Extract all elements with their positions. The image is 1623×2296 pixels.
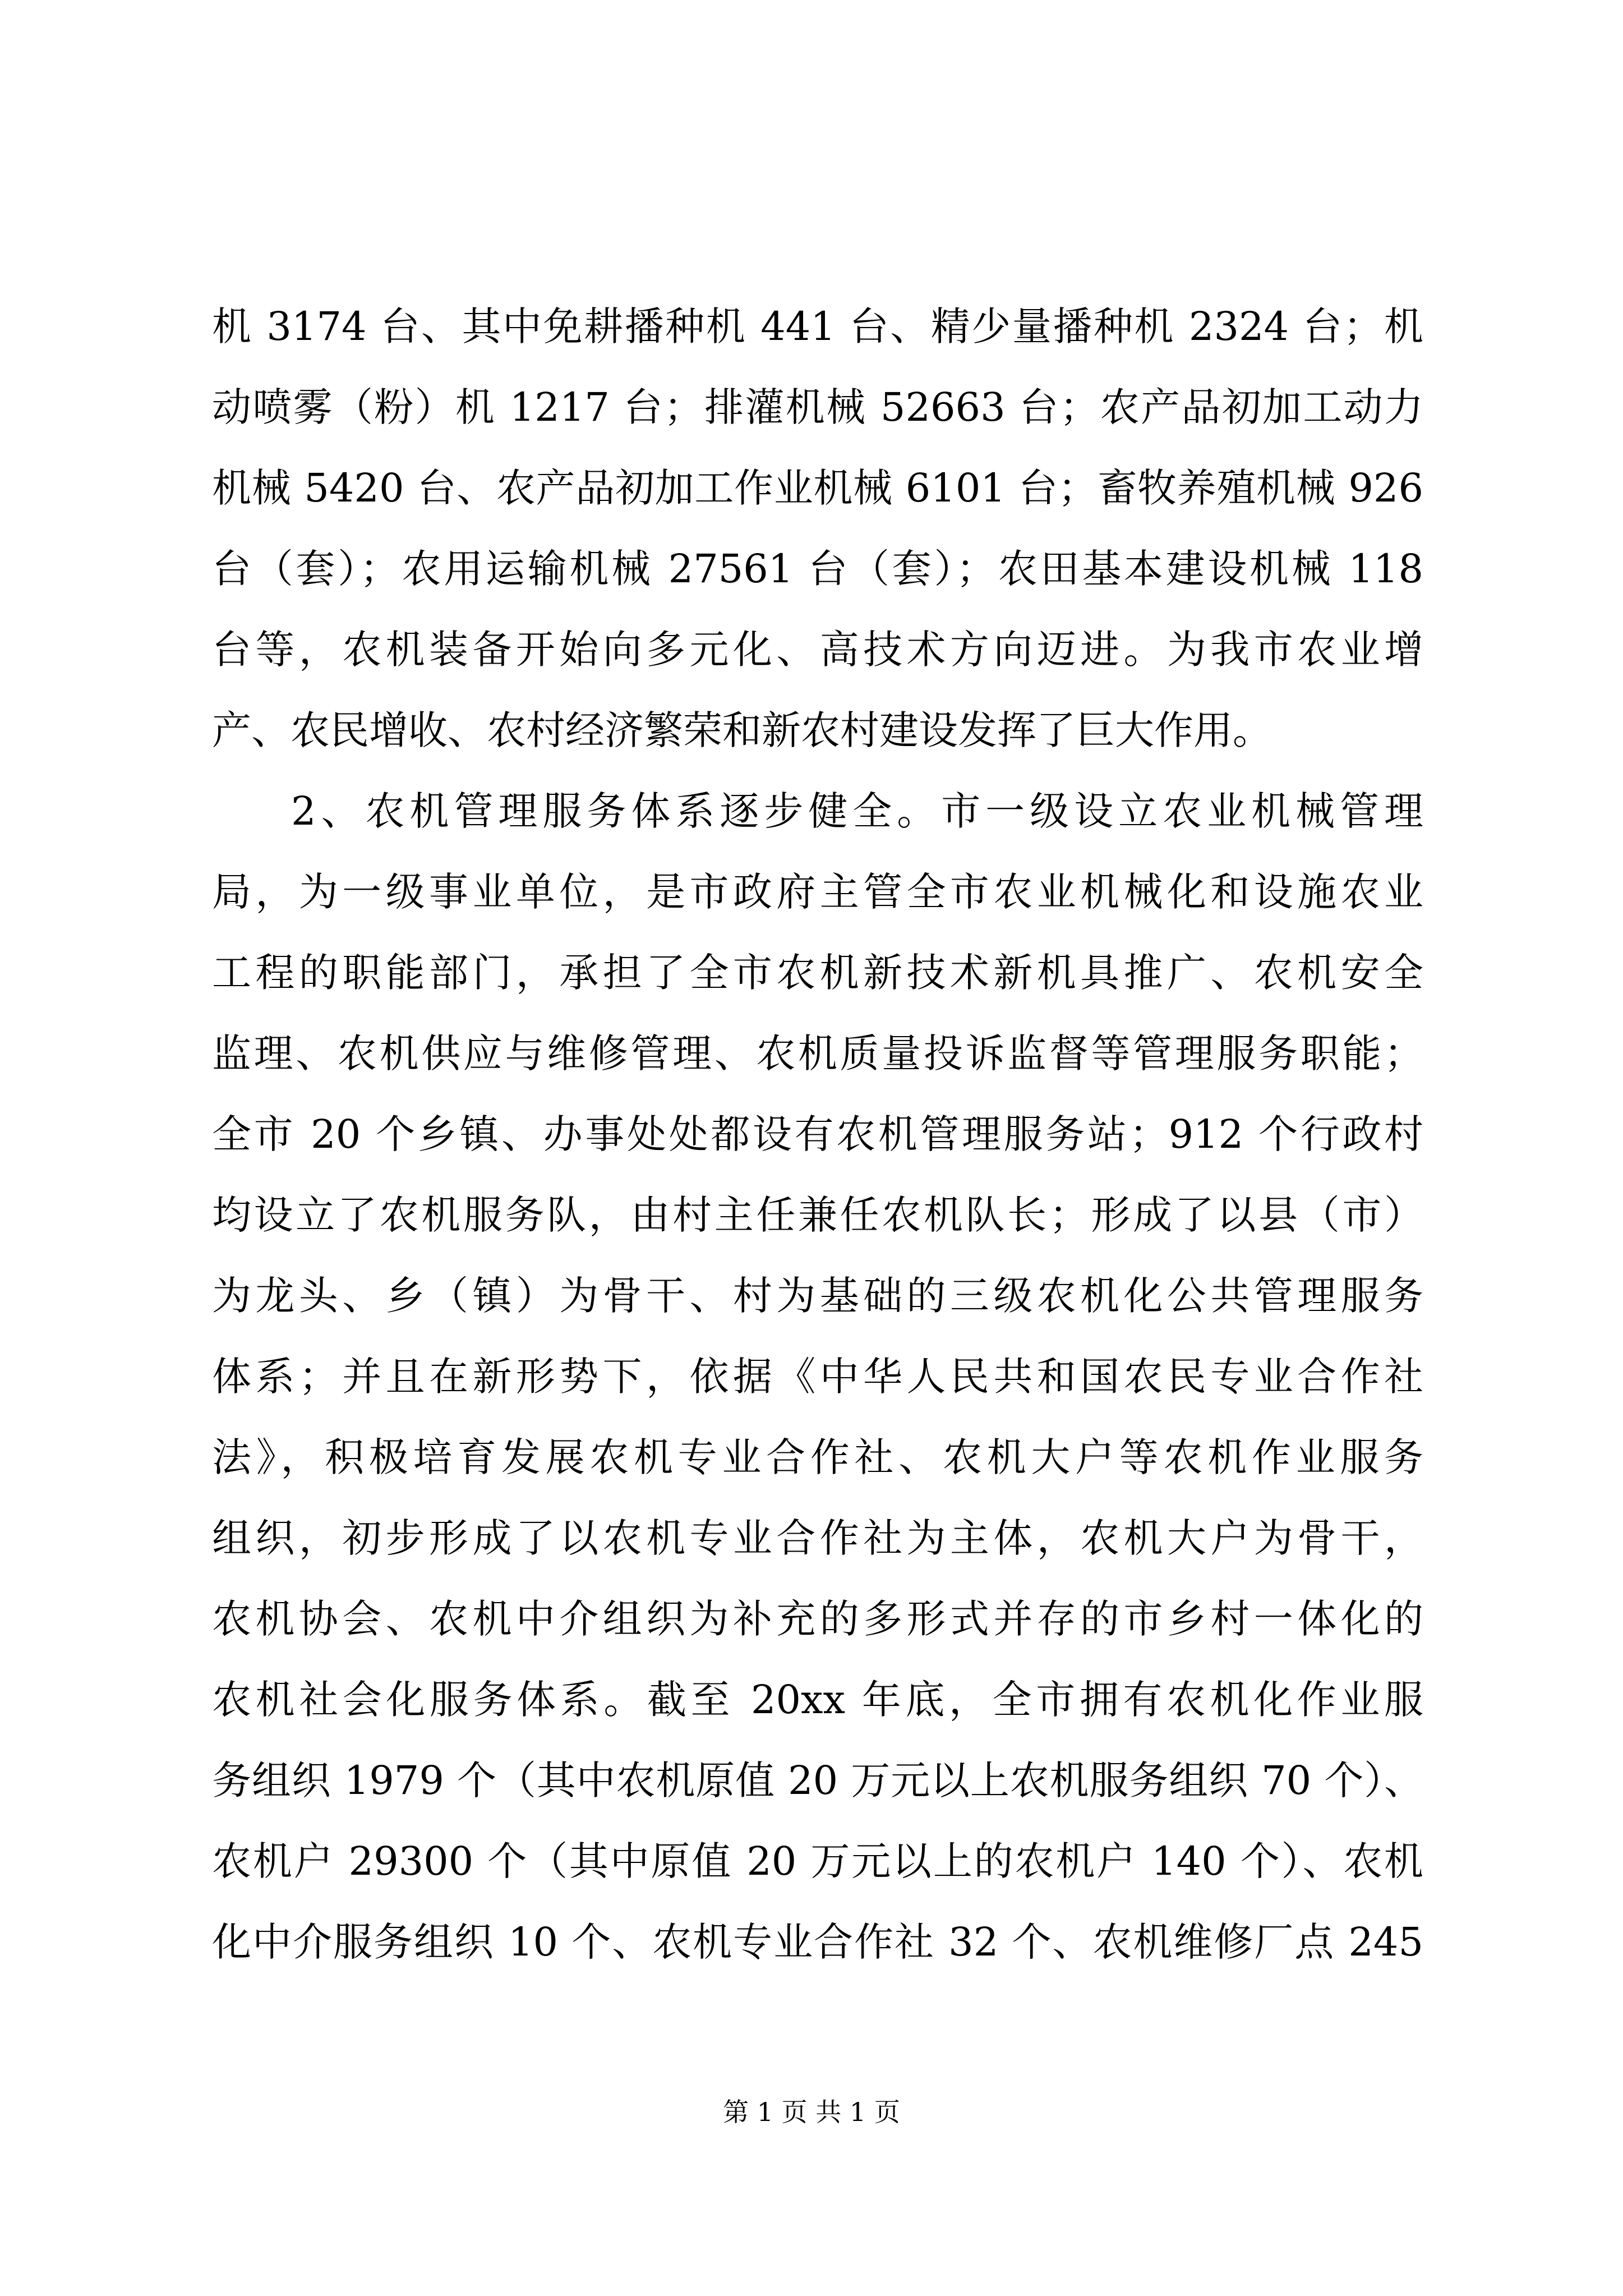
text-line: 动喷雾（粉）机 1217 台；排灌机械 52663 台；农产品初加工动力 xyxy=(212,384,1423,430)
text-line: 局，为一级事业单位，是市政府主管全市农业机械化和设施农业 xyxy=(212,869,1423,915)
text-line: 务组织 1979 个（其中农机原值 20 万元以上农机服务组织 70 个）、 xyxy=(212,1757,1423,1803)
text-line: 组织，初步形成了以农机专业合作社为主体，农机大户为骨干， xyxy=(212,1515,1423,1561)
text-line: 工程的职能部门，承担了全市农机新技术新机具推广、农机安全 xyxy=(212,950,1423,996)
text-line: 农机协会、农机中介组织为补充的多形式并存的市乡村一体化的 xyxy=(212,1596,1423,1642)
text-line: 均设立了农机服务队，由村主任兼任农机队长；形成了以县（市） xyxy=(212,1192,1423,1238)
text-line: 产、农民增收、农村经济繁荣和新农村建设发挥了巨大作用。 xyxy=(212,707,1272,753)
text-line: 台（套）；农用运输机械 27561 台（套）；农田基本建设机械 118 xyxy=(212,546,1423,592)
text-line: 全市 20 个乡镇、办事处处都设有农机管理服务站；912 个行政村 xyxy=(212,1111,1423,1157)
text-line: 农机社会化服务体系。截至 20xx 年底，全市拥有农机化作业服 xyxy=(212,1677,1423,1723)
text-line: 监理、农机供应与维修管理、农机质量投诉监督等管理服务职能； xyxy=(212,1030,1423,1076)
page-footer xyxy=(0,2095,1623,2129)
text-line: 体系；并且在新形势下，依据《中华人民共和国农民专业合作社 xyxy=(212,1354,1423,1400)
body-text xyxy=(212,286,1423,1982)
text-line: 农机户 29300 个（其中原值 20 万元以上的农机户 140 个）、农机 xyxy=(212,1838,1423,1884)
text-line: 化中介服务组织 10 个、农机专业合作社 32 个、农机维修厂点 245 xyxy=(212,1919,1423,1965)
text-line: 机 3174 台、其中免耕播种机 441 台、精少量播种机 2324 台；机 xyxy=(212,303,1423,349)
text-line: 机械 5420 台、农产品初加工作业机械 6101 台；畜牧养殖机械 926 xyxy=(212,465,1423,511)
paragraph-start-line: 2、农机管理服务体系逐步健全。市一级设立农业机械管理 xyxy=(291,788,1423,834)
page-number-label: 第 1 页 共 1 页 xyxy=(723,2097,900,2127)
text-line: 台等，农机装备开始向多元化、高技术方向迈进。为我市农业增 xyxy=(212,627,1423,673)
text-line: 为龙头、乡（镇）为骨干、村为基础的三级农机化公共管理服务 xyxy=(212,1273,1423,1319)
text-line: 法》，积极培育发展农机专业合作社、农机大户等农机作业服务 xyxy=(212,1434,1423,1480)
